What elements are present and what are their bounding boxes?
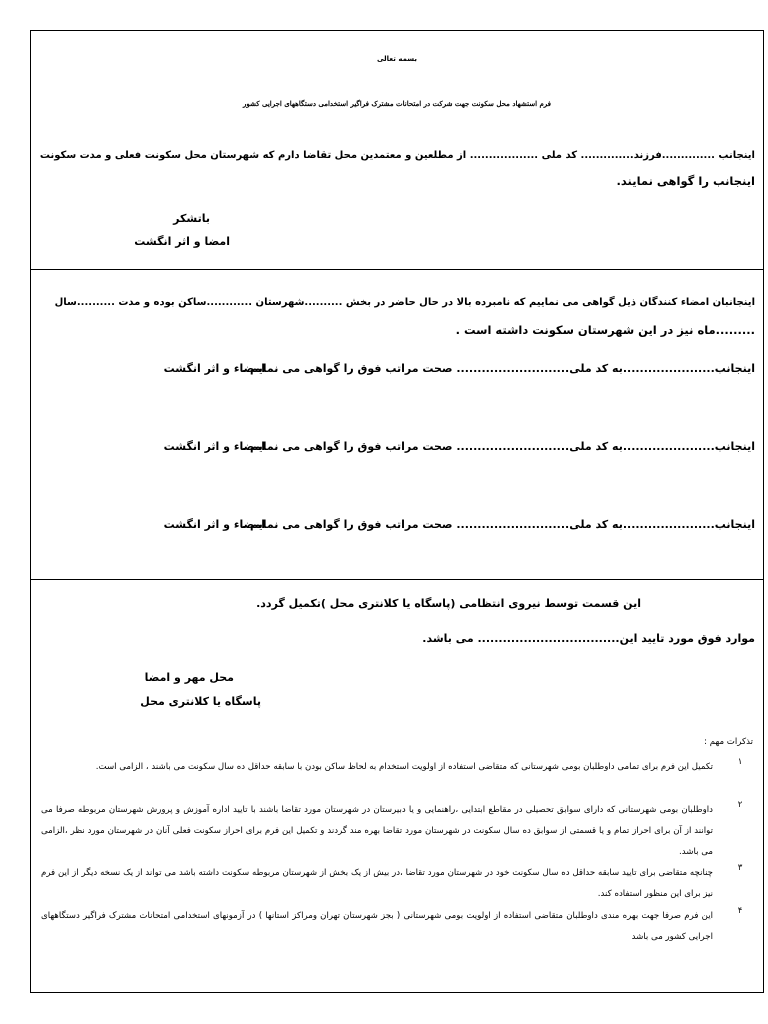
notes-section bbox=[41, 737, 753, 977]
form-frame bbox=[30, 30, 764, 993]
applicant-line-2: اینجانب را گواهی نمایند. bbox=[616, 174, 755, 188]
witness-intro-line-2: .........ماه نیز در این شهرستان سکونت داشته است . bbox=[455, 323, 755, 337]
section-divider-1 bbox=[31, 269, 763, 270]
basmala: بسمه تعالی bbox=[376, 55, 418, 63]
police-stamp: محل مهر و امضا bbox=[144, 671, 234, 684]
witness-row bbox=[39, 362, 755, 378]
note-number: ۱ bbox=[737, 757, 743, 767]
police-confirm: موارد فوق مورد تایید این.................................. می باشد. bbox=[422, 632, 755, 645]
witness-statement: اینجانب......................به کد ملی........................... صحت مراتب فوق را گواهی می نمایم . bbox=[241, 440, 755, 453]
police-heading: این قسمت توسط نیروی انتظامی (پاسگاه یا کلانتری محل )تکمیل گردد. bbox=[256, 597, 641, 610]
police-station: پاسگاه یا کلانتری محل bbox=[140, 695, 261, 708]
form-title: فرم استشهاد محل سکونت جهت شرکت در امتحانات مشترک فراگیر استخدامی دستگاههای اجرایی کشور bbox=[243, 99, 551, 108]
witness-signature: امضاء و اثر انگشت bbox=[163, 362, 265, 375]
note-text: داوطلبان بومی شهرستانی که دارای سوابق تحصیلی در مقاطع ابتدایی ،راهنمایی و یا دبیرستان در شهرستان مورد تقاضا باشند با تایید اداره آموزش و پرورش شهرستان مربوطه صرفا می توانند از آن برای احراز تمام و یا قسمتی از سوابق ده سال سکونت در شهرستان مورد تقاضا بهره مند گردند و تکمیل این فرم برای احراز سکونت فعلی آنان در شهرستان مورد نظر ،الزامی می باشد. bbox=[41, 805, 713, 857]
note-text: چنانچه متقاضی برای تایید سابقه حداقل ده سال سکونت خود در شهرستان مورد تقاضا ،در بیش از یک بخش از شهرستان مربوطه سکونت داشته باشد می تواند از یک نسخه دیگر از این فرم نیز برای این منظور استفاده کند. bbox=[41, 868, 713, 899]
witness-intro-line-1: اینجانبان امضاء کنندگان ذیل گواهی می نماییم که نامبرده بالا در حال حاضر در بخش ..........شهرستان ............ساکن بوده و مدت ..........سال bbox=[54, 297, 755, 308]
witness-signature: امضاء و اثر انگشت bbox=[163, 440, 265, 453]
note-number: ۴ bbox=[737, 906, 743, 916]
note-text: تکمیل این فرم برای تمامی داوطلبان بومی شهرستانی که متقاضی استفاده از اولویت استخدام به لحاظ ساکن بودن با سابقه حداقل ده سال سکونت می باشند ، الزامی است. bbox=[95, 762, 713, 772]
witness-row bbox=[39, 440, 755, 456]
section-divider-2 bbox=[31, 579, 763, 580]
note-number: ۲ bbox=[737, 800, 743, 810]
witness-statement: اینجانب......................به کد ملی........................... صحت مراتب فوق را گواهی می نمایم . bbox=[241, 362, 755, 375]
note-number: ۳ bbox=[737, 863, 743, 873]
witness-row bbox=[39, 518, 755, 534]
notes-title: تذکرات مهم : bbox=[704, 737, 753, 747]
witness-signature: امضاء و اثر انگشت bbox=[163, 518, 265, 531]
witness-statement: اینجانب......................به کد ملی........................... صحت مراتب فوق را گواهی می نمایم . bbox=[241, 518, 755, 531]
applicant-thanks: باتشکر bbox=[173, 212, 210, 225]
applicant-signature: امضا و اثر انگشت bbox=[134, 235, 230, 248]
applicant-line-1: اینجانب ..............فرزند.............. کد ملی .................. از مطلعین و معتمدین محل تقاضا دارم که شهرستان محل سکونت فعلی و مدت سکونت bbox=[39, 150, 755, 161]
note-text: این فرم صرفا جهت بهره مندی داوطلبان متقاضی استفاده از اولویت بومی شهرستانی ( بجز شهرستان تهران ومراکز استانها ) در آزمونهای استخدامی امتحانات مشترک فراگیر دستگاههای اجرایی کشور می باشد bbox=[41, 911, 713, 942]
